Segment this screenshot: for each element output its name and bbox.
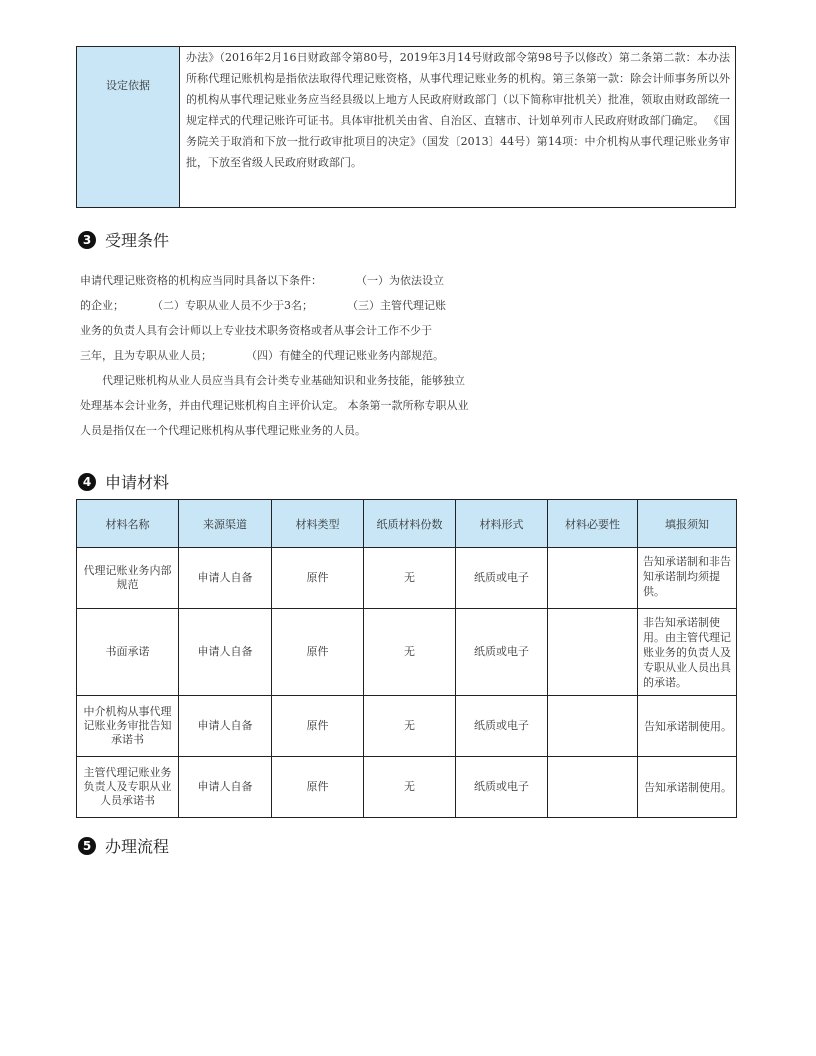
section-title: 受理条件 (105, 231, 170, 250)
table-cell: 纸质或电子 (456, 757, 548, 818)
column-header: 来源渠道 (179, 500, 272, 548)
column-header: 填报须知 (638, 500, 737, 548)
column-header: 纸质材料份数 (364, 500, 456, 548)
table-header-row (77, 500, 737, 548)
section-number-badge: 5 (78, 837, 96, 855)
table-cell-note: 告知承诺制和非告知承诺制均须提供。 (638, 548, 737, 609)
table-cell: 中介机构从事代理记账业务审批告知承诺书 (77, 696, 179, 757)
conditions-line: 三年，且为专职从业人员； （四）有健全的代理记账业务内部规范。 (80, 349, 444, 362)
table-cell (548, 757, 638, 818)
table-cell: 申请人自备 (179, 696, 272, 757)
table-cell: 原件 (272, 696, 364, 757)
conditions-line: 申请代理记账资格的机构应当同时具备以下条件： （一）为依法设立 (80, 274, 444, 287)
section-heading-process (78, 834, 169, 857)
table-row (77, 548, 737, 609)
section-number-badge: 4 (78, 473, 96, 491)
section-heading-materials (78, 470, 169, 493)
table-cell (548, 548, 638, 609)
basis-label: 设定依据 (77, 47, 180, 208)
conditions-paragraph: 代理记账机构从业人员应当具有会计类专业基础知识和业务技能，能够独立处理基本会计业务，并由代理记账机构自主评价认定。 本条第一款所称专职从业人员是指仅在一个代理记账机构从事代理记账业务的人员。 (80, 374, 469, 437)
table-cell: 主管代理记账业务负责人及专职从业人员承诺书 (77, 757, 179, 818)
table-cell (548, 609, 638, 696)
table-cell: 无 (364, 609, 456, 696)
table-cell: 无 (364, 548, 456, 609)
table-cell-note: 告知承诺制使用。 (638, 696, 737, 757)
table-cell: 无 (364, 757, 456, 818)
table-cell-note: 告知承诺制使用。 (638, 757, 737, 818)
table-cell: 原件 (272, 609, 364, 696)
table-cell: 代理记账业务内部规范 (77, 548, 179, 609)
table-cell: 申请人自备 (179, 757, 272, 818)
column-header: 材料形式 (456, 500, 548, 548)
table-cell: 纸质或电子 (456, 609, 548, 696)
column-header: 材料必要性 (548, 500, 638, 548)
table-row (77, 696, 737, 757)
column-header: 材料名称 (77, 500, 179, 548)
column-header: 材料类型 (272, 500, 364, 548)
table-cell: 原件 (272, 757, 364, 818)
table-cell: 书面承诺 (77, 609, 179, 696)
table-cell: 纸质或电子 (456, 696, 548, 757)
table-cell: 纸质或电子 (456, 548, 548, 609)
basis-text: 办法》（2016年2月16日财政部令第80号，2019年3月14号财政部令第98号予以修改）第二条第二款：本办法所称代理记账机构是指依法取得代理记账资格，从事代理记账业务的机构。第三条第一款：除会计师事务所以外的机构从事代理记账业务应当经县级以上地方人民政府财政部门（以下简称审批机关）批准，领取由财政部统一规定样式的代理记账许可证书。具体审批机关由省、自治区、直辖市、计划单列市人民政府财政部门确定。 《国务院关于取消和下放一批行政审批项目的决定》（国发〔2013〕44号）第14项：中介机构从事代理记账业务审批，下放至省级人民政府财政部门。 (180, 47, 736, 208)
materials-table (76, 499, 737, 818)
table-cell: 申请人自备 (179, 548, 272, 609)
table-row (77, 757, 737, 818)
conditions-text (80, 268, 472, 443)
section-heading-conditions (78, 228, 169, 251)
basis-table (76, 46, 736, 208)
table-cell-note: 非告知承诺制使用。由主管代理记账业务的负责人及专职从业人员出具的承诺。 (638, 609, 737, 696)
conditions-line: 的企业； （二）专职从业人员不少于3名； （三）主管代理记账 (80, 299, 446, 312)
section-number-badge: 3 (78, 231, 96, 249)
table-cell: 原件 (272, 548, 364, 609)
table-cell (548, 696, 638, 757)
section-title: 申请材料 (105, 473, 170, 492)
table-cell: 申请人自备 (179, 609, 272, 696)
table-row (77, 609, 737, 696)
conditions-line: 业务的负责人具有会计师以上专业技术职务资格或者从事会计工作不少于 (80, 324, 432, 337)
table-cell: 无 (364, 696, 456, 757)
section-title: 办理流程 (105, 837, 170, 856)
